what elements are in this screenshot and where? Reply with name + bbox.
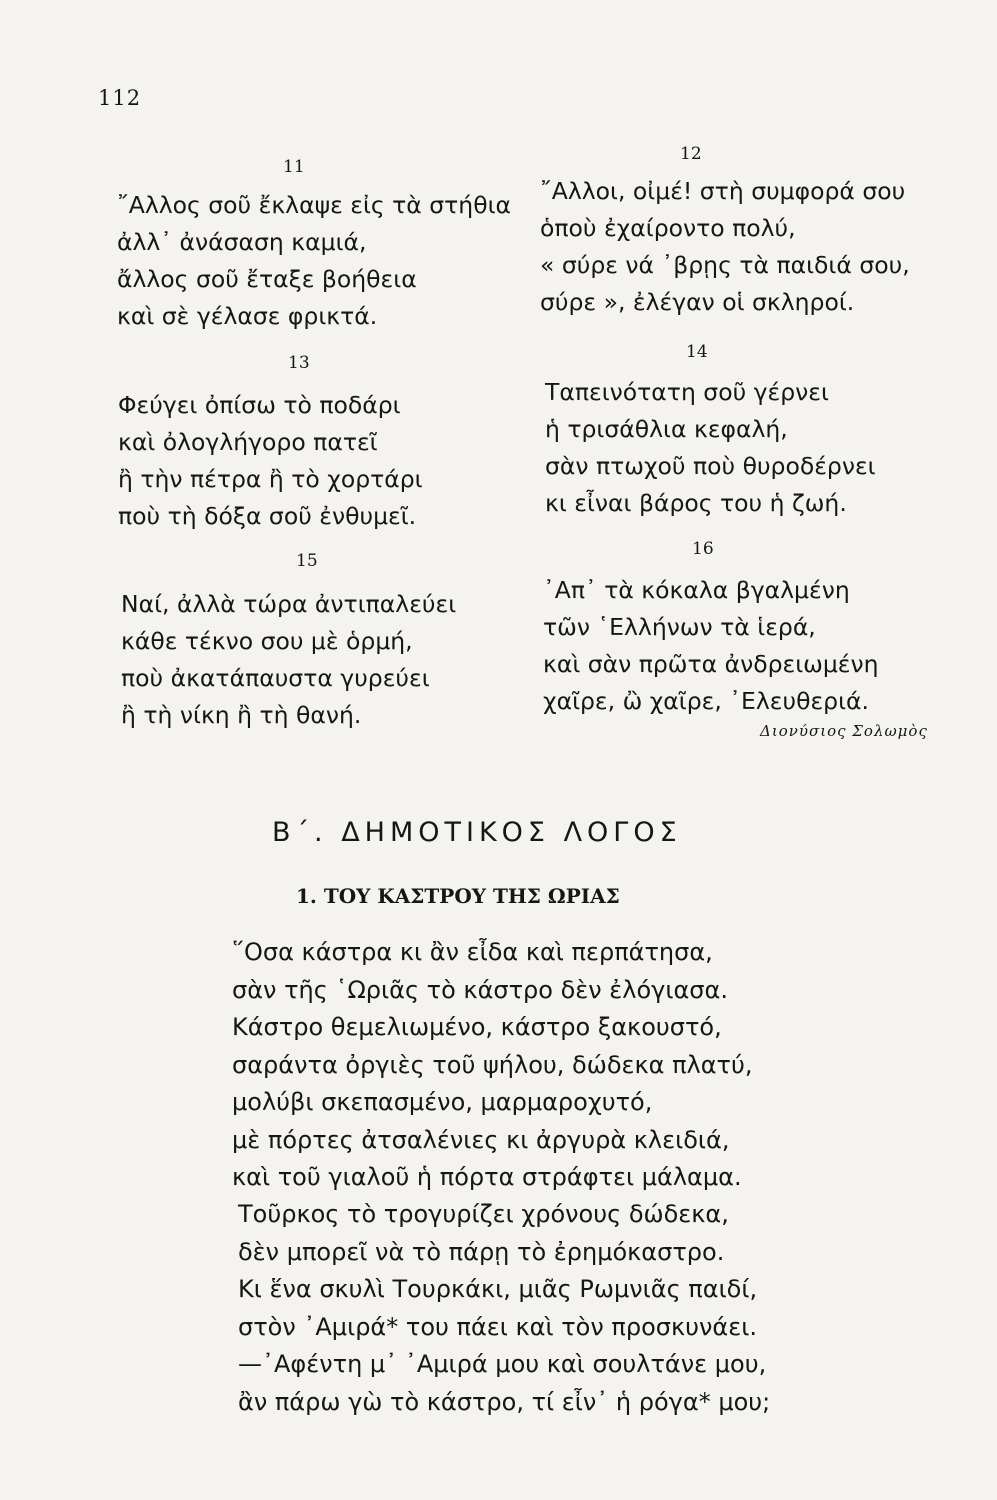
stanza — [540, 173, 910, 321]
verse-line: στὸν ᾿Αμιρά* του πάει καὶ τὸν προσκυνάει. — [238, 1312, 757, 1341]
stanza — [543, 572, 879, 720]
verse-line: καὶ ὀλογλήγορο πατεῖ — [118, 428, 378, 456]
poem-verses-part-2 — [238, 1196, 770, 1421]
verse-line: Κι ἕνα σκυλὶ Τουρκάκι, μιᾶς Ρωμνιᾶς παιδί, — [238, 1275, 758, 1303]
verse-line: κάθε τέκνο σου μὲ ὁρμή, — [121, 627, 413, 655]
stanza-number: 11 — [283, 157, 305, 177]
verse-line: καὶ τοῦ γιαλοῦ ἡ πόρτα στράφτει μάλαμα. — [232, 1163, 742, 1191]
verse-line: ῎Αλλοι, οἰμέ! στὴ συμφορά σου — [540, 177, 906, 205]
verse-line: σύρε », ἐλέγαν οἱ σκληροί. — [540, 288, 855, 316]
stanza — [117, 187, 511, 335]
verse-line: τῶν ῾Ελλήνων τὰ ἱερά, — [543, 613, 816, 641]
verse-line: ποὺ τὴ δόξα σοῦ ἐνθυμεῖ. — [118, 502, 417, 530]
verse-line: ἄλλος σοῦ ἔταξε βοήθεια — [117, 265, 417, 293]
verse-line: ἂν πάρω γὼ τὸ κάστρο, τί εἶν᾿ ἡ ρόγα* μου; — [238, 1387, 771, 1416]
verse-line: ἀλλ᾿ ἀνάσαση καμιά, — [117, 228, 367, 256]
verse-line: ᾿Απ᾿ τὰ κόκαλα βγαλμένη — [543, 576, 850, 604]
stanza-number: 14 — [686, 342, 708, 362]
verse-line: ἢ τὴν πέτρα ἢ τὸ χορτάρι — [118, 465, 423, 493]
verse-line: « σύρε νά ᾿βρῃς τὰ παιδιά σου, — [540, 251, 910, 279]
verse-line: χαῖρε, ὢ χαῖρε, ᾿Ελευθεριά. — [543, 687, 870, 715]
verse-line: ὁποὺ ἐχαίροντο πολύ, — [540, 214, 796, 242]
verse-line: μολύβι σκεπασμένο, μαρμαροχυτό, — [232, 1088, 653, 1116]
verse-line: ποὺ ἀκατάπαυστα γυρεύει — [121, 664, 430, 692]
verse-line: ἢ τὴ νίκη ἢ τὴ θανή. — [121, 701, 362, 729]
stanza-number: 16 — [692, 539, 714, 559]
section-title: Β΄. ΔΗΜΟΤΙΚΟΣ ΛΟΓΟΣ — [272, 817, 682, 848]
verse-line: σὰν τῆς ῾Ωριᾶς τὸ κάστρο δὲν ἐλόγιασα. — [232, 975, 728, 1004]
verse-line: δὲν μπορεῖ νὰ τὸ πάρῃ τὸ ἐρημόκαστρο. — [238, 1237, 725, 1266]
verse-line: μὲ πόρτες ἀτσαλένιες κι ἀργυρὰ κλειδιά, — [232, 1125, 730, 1154]
stanza-number: 13 — [288, 353, 310, 373]
page-number: 112 — [98, 86, 142, 110]
stanza — [545, 374, 876, 522]
verse-line: καὶ σὲ γέλασε φρικτά. — [117, 302, 378, 330]
verse-line: Ναί, ἀλλὰ τώρα ἀντιπαλεύει — [121, 590, 457, 618]
verse-line: Φεύγει ὀπίσω τὸ ποδάρι — [118, 391, 401, 419]
verse-line: καὶ σὰν πρῶτα ἀνδρειωμένη — [543, 650, 879, 678]
stanza — [118, 387, 423, 535]
verse-line: ῞Οσα κάστρα κι ἂν εἶδα καὶ περπάτησα, — [232, 938, 713, 966]
poem-verses-part-1 — [232, 934, 753, 1197]
stanza-number: 12 — [680, 144, 702, 164]
poem-title: 1. ΤΟΥ ΚΑΣΤΡΟΥ ΤΗΣ ΩΡΙΑΣ — [296, 884, 620, 908]
stanza-number: 15 — [296, 551, 318, 571]
stanza — [121, 586, 456, 734]
verse-line: σαράντα ὀργιὲς τοῦ ψήλου, δώδεκα πλατύ, — [232, 1050, 753, 1079]
verse-line: Τοῦρκος τὸ τρογυρίζει χρόνους δώδεκα, — [238, 1200, 729, 1228]
verse-line: κι εἶναι βάρος του ἡ ζωή. — [545, 489, 847, 517]
verse-line: ἡ τρισάθλια κεφαλή, — [545, 415, 788, 443]
verse-line: σὰν πτωχοῦ ποὺ θυροδέρνει — [545, 452, 876, 480]
verse-line: —᾿Αφέντη μ᾿ ᾿Αμιρά μου καὶ σουλτάνε μου, — [238, 1350, 767, 1378]
verse-line: Κάστρο θεμελιωμένο, κάστρο ξακουστό, — [232, 1013, 722, 1041]
verse-line: Ταπεινότατη σοῦ γέρνει — [545, 378, 829, 406]
author-signature: Διονύσιος Σολωμὸς — [760, 722, 928, 740]
verse-line: ῎Αλλος σοῦ ἔκλαψε εἰς τὰ στήθια — [117, 191, 512, 219]
